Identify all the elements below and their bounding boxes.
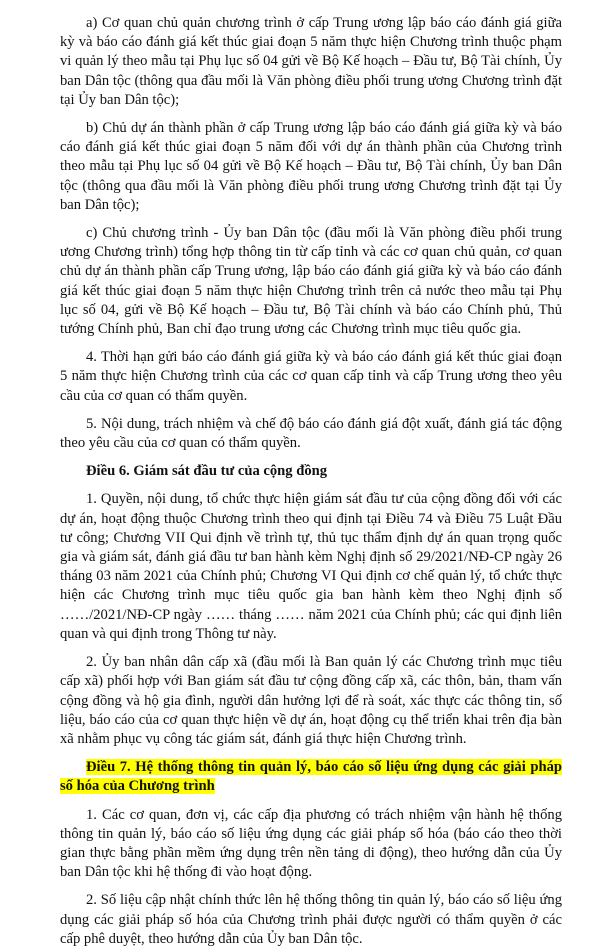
paragraph-3c: c) Chủ chương trình - Ủy ban Dân tộc (đầu mối là Văn phòng điều phối trung ương Chương trình) tổng hợp thông tin từ cấp tỉnh và các cơ quan chủ quản, cơ quan chủ dự án thành phần cấp Trung ương, lập báo cáo đánh giá giữa kỳ và báo cáo đánh giá kết thúc giai đoạn 5 năm thực hiện Chương trình trên cả nước theo mẫu tại Phụ lục số 04, gửi về Bộ Kế hoạch – Đầu tư, Bộ Tài chính và báo cáo Chính phủ, Thủ tướng Chính phủ, Ban chỉ đạo trung ương các Chương trình mục tiêu quốc gia. (60, 225, 562, 338)
paragraph-3a: a) Cơ quan chủ quản chương trình ở cấp Trung ương lập báo cáo đánh giá giữa kỳ và báo cáo đánh giá kết thúc giai đoạn 5 năm thực hiện Chương trình thuộc phạm vi quản lý theo mẫu tại Phụ lục số 04 gửi về Bộ Kế hoạch – Đầu tư, Bộ Tài chính, Ủy ban Dân tộc (thông qua đầu mối là Văn phòng điều phối trung ương Chương trình đặt tại Ủy ban Dân tộc); (60, 15, 562, 108)
paragraph-4: 4. Thời hạn gửi báo cáo đánh giá giữa kỳ và báo cáo đánh giá kết thúc giai đoạn 5 năm thực hiện Chương trình của các cơ quan cấp tỉnh và cấp Trung ương theo yêu cầu của cơ quan có thẩm quyền. (60, 349, 562, 404)
article-7-heading-block (60, 758, 562, 796)
article-7-paragraph-2: 2. Số liệu cập nhật chính thức lên hệ thống thông tin quản lý, báo cáo số liệu ứng dụng các giải pháp số hóa của Chương trình phải được người có thẩm quyền ở các cấp phê duyệt, theo hướng dẫn của Ủy ban Dân tộc. (60, 892, 562, 947)
paragraph-5: 5. Nội dung, trách nhiệm và chế độ báo cáo đánh giá đột xuất, đánh giá tác động theo yêu cầu của cơ quan có thẩm quyền. (60, 415, 562, 452)
article-7-heading: Điều 7. Hệ thống thông tin quản lý, báo cáo số liệu ứng dụng các giải pháp số hóa của Chương trình (60, 759, 562, 795)
article-6-paragraph-2: 2. Ủy ban nhân dân cấp xã (đầu mối là Ban quản lý các Chương trình mục tiêu cấp xã) phối hợp với Ban giám sát đầu tư cộng đồng cấp xã, các thôn, bản, tham vấn cộng đồng và hộ gia đình, người dân hưởng lợi để rà soát, xác thực các thông tin, số liệu, báo cáo của cơ quan thực hiện về dự án, hoạt động cụ thể triển khai trên địa bàn xã nhằm phục vụ công tác giám sát, đánh giá thực hiện Chương trình. (60, 654, 562, 747)
article-6-paragraph-1: 1. Quyền, nội dung, tổ chức thực hiện giám sát đầu tư của cộng đồng đối với các dự án, hoạt động thuộc Chương trình theo qui định tại Điều 74 và Điều 75 Luật Đầu tư công; Chương VII Qui định về trình tự, thủ tục thẩm định dự án quan trọng quốc gia và giám sát, đánh giá đầu tư ban hành kèm Nghị định số 29/2021/NĐ-CP ngày 26 tháng 03 năm 2021 của Chính phủ; Chương VI Qui định cơ chế quản lý, tổ chức thực hiện các Chương trình mục tiêu quốc gia ban hành kèm theo Nghị định số ……/2021/NĐ-CP ngày …… tháng …… năm 2021 của Chính phủ; các qui định liên quan và qui định trong Thông tư này. (60, 491, 562, 642)
article-7-paragraph-1: 1. Các cơ quan, đơn vị, các cấp địa phương có trách nhiệm vận hành hệ thống thông tin quản lý, báo cáo số liệu ứng dụng các giải pháp số hóa (báo cáo theo thời gian thực bằng phần mềm ứng dụng trên nền tảng di động), theo hướng dẫn của Ủy ban Dân tộc khi hệ thống đi vào hoạt động. (60, 806, 562, 881)
article-6-heading: Điều 6. Giám sát đầu tư của cộng đồng (86, 463, 328, 480)
paragraph-3b: b) Chủ dự án thành phần ở cấp Trung ương lập báo cáo đánh giá giữa kỳ và báo cáo đánh giá kết thúc giai đoạn 5 năm đối với dự án thành phần của Chương trình theo mẫu tại Phụ lục số 04 gửi về Bộ Kế hoạch – Đầu tư, Bộ Tài chính, Ủy ban Dân tộc (thông qua đầu mối là Văn phòng điều phối trung ương Chương trình đặt tại Ủy ban Dân tộc); (60, 120, 562, 213)
